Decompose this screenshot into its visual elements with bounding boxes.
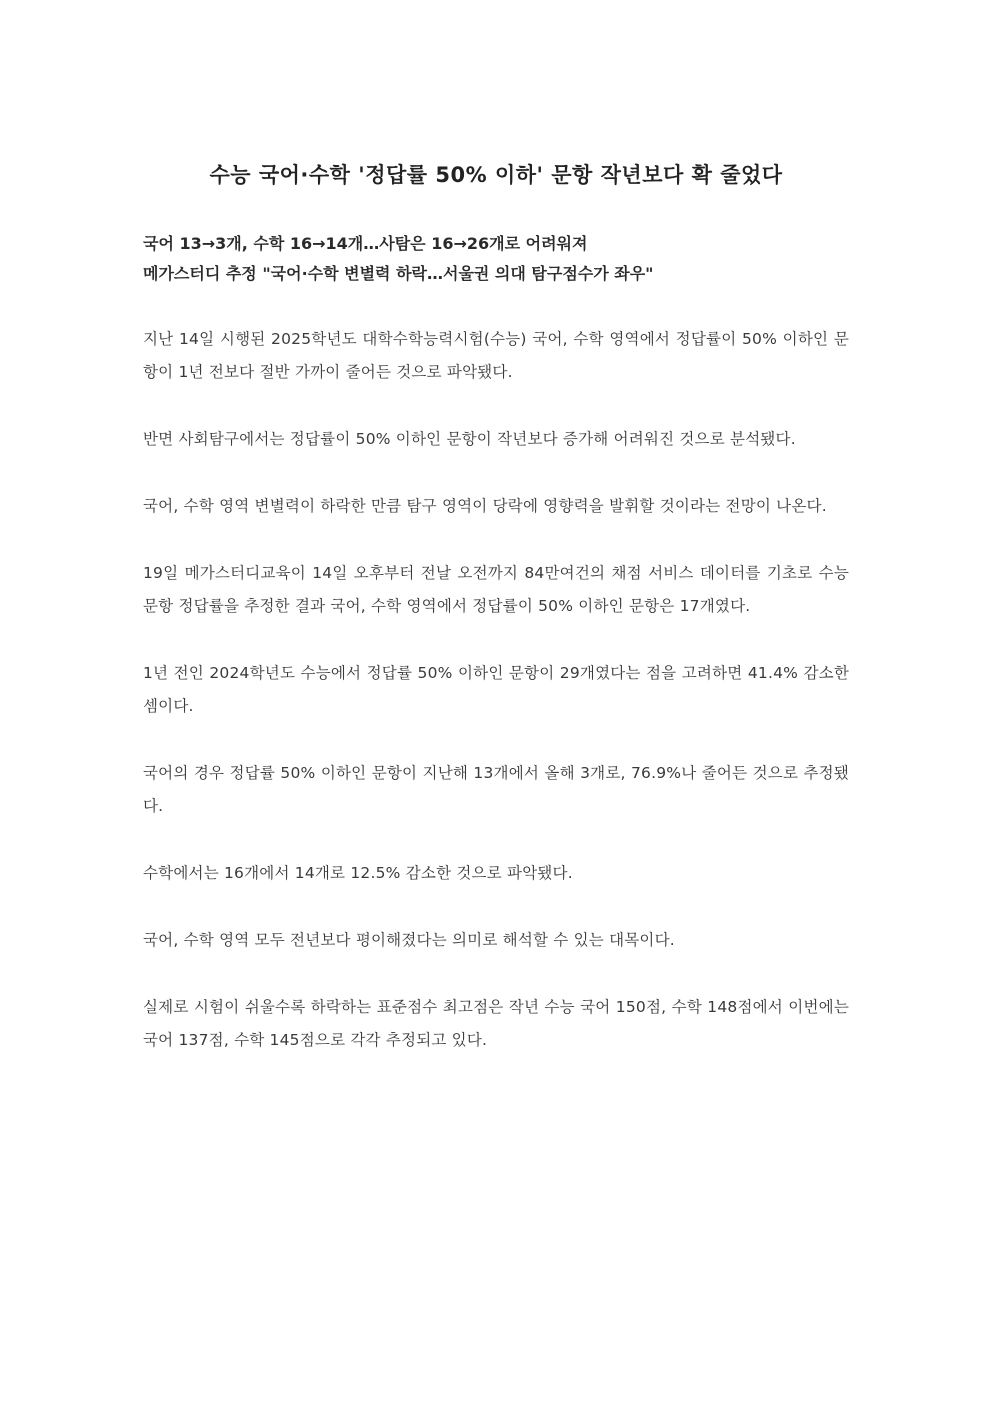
article-subtitles bbox=[143, 229, 849, 289]
article-paragraph: 국어, 수학 영역 변별력이 하락한 만큼 탐구 영역이 당락에 영향력을 발휘할 것이라는 전망이 나온다. bbox=[143, 497, 827, 515]
article-paragraph: 국어, 수학 영역 모두 전년보다 평이해졌다는 의미로 해석할 수 있는 대목이다. bbox=[143, 931, 675, 949]
article-paragraph: 지난 14일 시행된 2025학년도 대학수학능력시험(수능) 국어, 수학 영역에서 정답률이 50% 이하인 문항이 1년 전보다 절반 가까이 줄어든 것으로 파악됐다. bbox=[143, 330, 849, 381]
article-paragraph: 실제로 시험이 쉬울수록 하락하는 표준점수 최고점은 작년 수능 국어 150점, 수학 148점에서 이번에는 국어 137점, 수학 145점으로 각각 추정되고 있다. bbox=[143, 998, 849, 1049]
article-paragraph: 19일 메가스터디교육이 14일 오후부터 전날 오전까지 84만여건의 채점 서비스 데이터를 기초로 수능 문항 정답률을 추정한 결과 국어, 수학 영역에서 정답률이 50% 이하인 문항은 17개였다. bbox=[143, 564, 849, 615]
article-paragraph: 반면 사회탐구에서는 정답률이 50% 이하인 문항이 작년보다 증가해 어려워진 것으로 분석됐다. bbox=[143, 430, 796, 448]
article-subtitle: 국어 13→3개, 수학 16→14개…사탐은 16→26개로 어려워져 bbox=[143, 234, 588, 253]
article-paragraph: 수학에서는 16개에서 14개로 12.5% 감소한 것으로 파악됐다. bbox=[143, 864, 573, 882]
article-body bbox=[143, 323, 849, 1057]
article-paragraph: 국어의 경우 정답률 50% 이하인 문항이 지난해 13개에서 올해 3개로, 76.9%나 줄어든 것으로 추정됐다. bbox=[143, 764, 849, 815]
article-subtitle: 메가스터디 추정 "국어·수학 변별력 하락…서울권 의대 탐구점수가 좌우" bbox=[143, 264, 654, 283]
article-title: 수능 국어·수학 '정답률 50% 이하' 문항 작년보다 확 줄었다 bbox=[209, 163, 783, 187]
article-paragraph: 1년 전인 2024학년도 수능에서 정답률 50% 이하인 문항이 29개였다는 점을 고려하면 41.4% 감소한 셈이다. bbox=[143, 664, 849, 715]
